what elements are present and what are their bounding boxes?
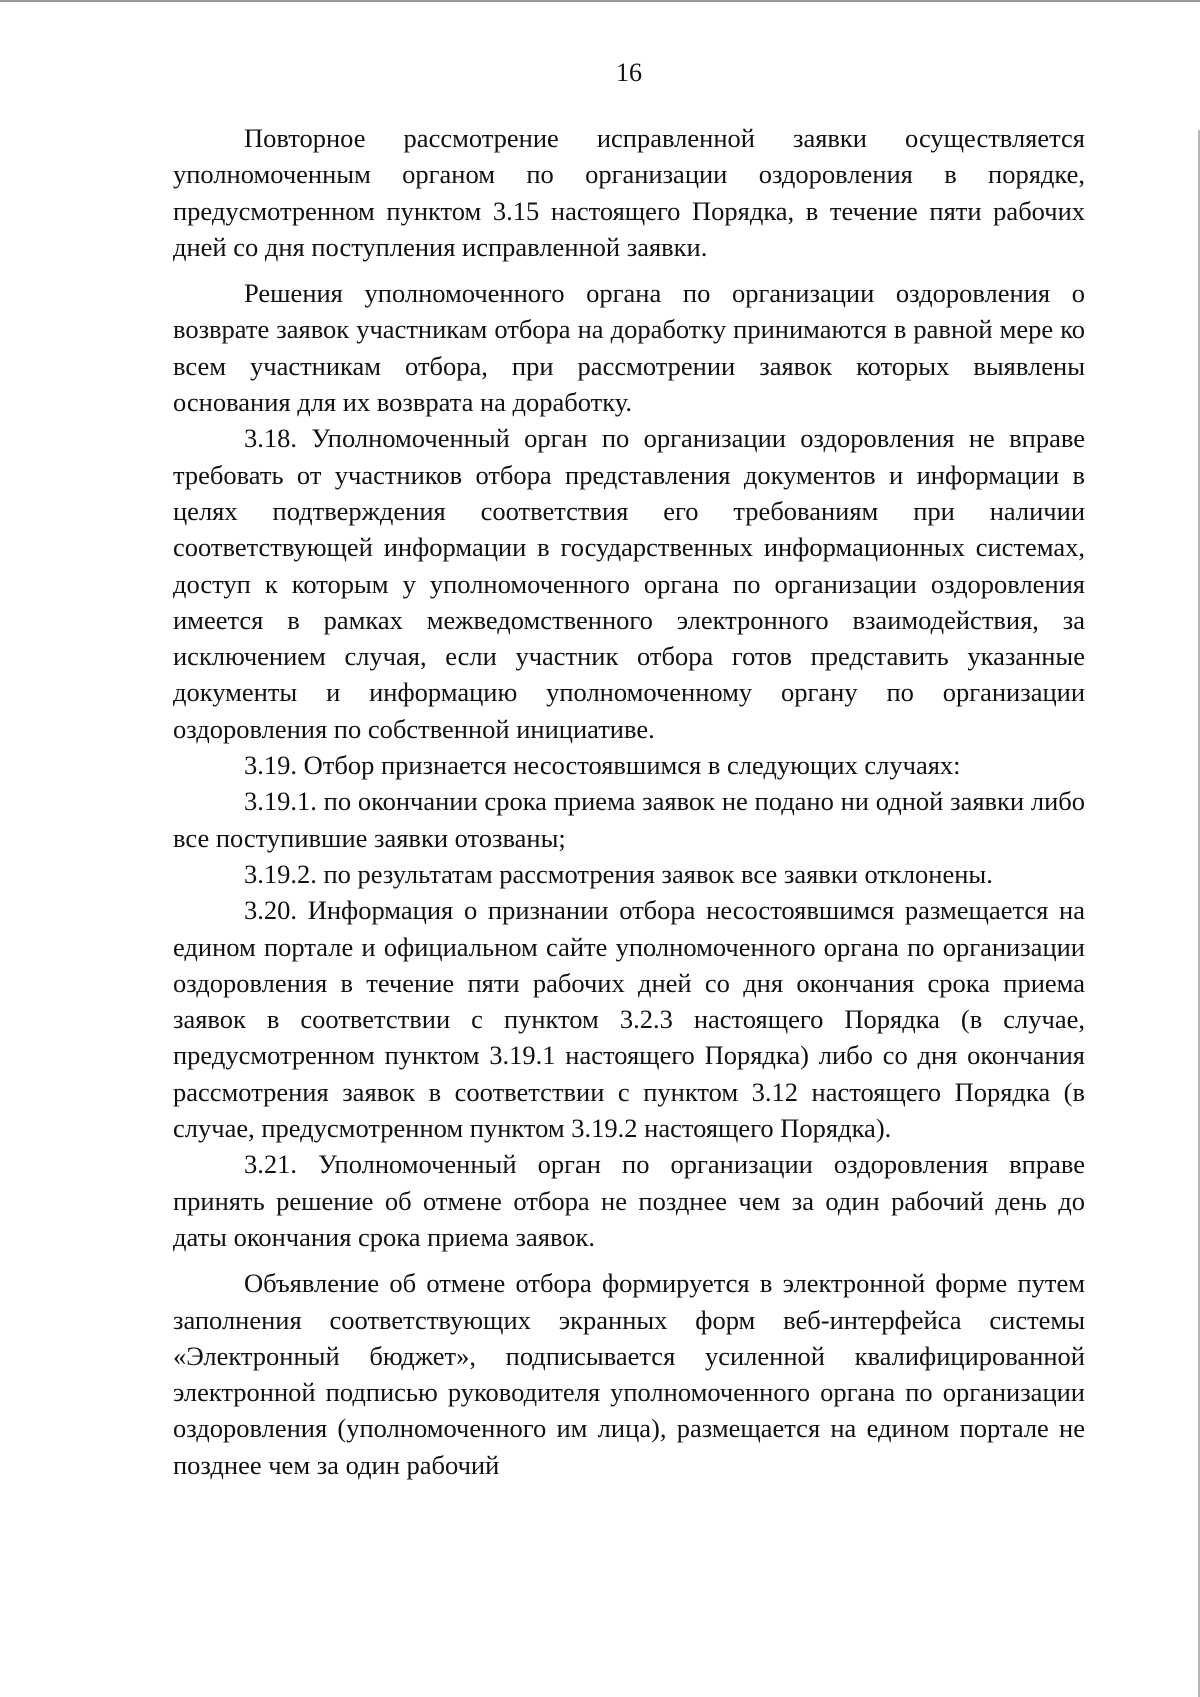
paragraph-return-decisions: Решения уполномоченного органа по организации оздоровления о возврате заявок участникам отбора на доработку принимаются в равной мере ко всем участникам отбора, при рассмотрении заявок которых выявлены основания для их возврата на доработку. — [173, 278, 1085, 418]
paragraph-3-19-1: 3.19.1. по окончании срока приема заявок не подано ни одной заявки либо все поступившие заявки отозваны; — [173, 786, 1085, 853]
paragraph-3-18: 3.18. Уполномоченный орган по организации оздоровления не вправе требовать от участников отбора представления документов и информации в целях подтверждения соответствия его требованиям при наличии соответствующей информации в государственных информационных системах, доступ к которым у уполномоченного органа по организации оздоровления имеется в рамках межведомственного электронного взаимодействия, за исключением случая, если участник отбора готов представить указанные документы и информацию уполномоченному органу по организации оздоровления по собственной инициативе. — [173, 423, 1085, 744]
paragraph-3-19: 3.19. Отбор признается несостоявшимся в следующих случаях: — [244, 750, 961, 781]
page-number: 16 — [616, 58, 642, 87]
scan-edge-top — [0, 0, 1200, 2]
paragraph-resubmission-review: Повторное рассмотрение исправленной заявки осуществляется уполномоченным органом по организации оздоровления в порядке, предусмотренном пунктом 3.15 настоящего Порядка, в течение пяти рабочих дней со дня поступления исправленной заявки. — [173, 123, 1085, 262]
paragraph-3-21: 3.21. Уполномоченный орган по организации оздоровления вправе принять решение об отмене отбора не позднее чем за один рабочий день до даты окончания срока приема заявок. — [173, 1149, 1085, 1252]
document-body — [173, 120, 1085, 1483]
paragraph-3-19-2: 3.19.2. по результатам рассмотрения заявок все заявки отклонены. — [244, 858, 993, 889]
paragraph-cancellation-notice: Объявление об отмене отбора формируется в электронной форме путем заполнения соответствующих экранных форм веб-интерфейса системы «Электронный бюджет», подписывается усиленной квалифицированной электронной подписью руководителя уполномоченного органа по организации оздоровления (уполномоченного им лица), размещается на едином портале не позднее чем за один рабочий — [173, 1268, 1085, 1480]
paragraph-3-20: 3.20. Информация о признании отбора несостоявшимся размещается на едином портале и официальном сайте уполномоченного органа по организации оздоровления в течение пяти рабочих дней со дня окончания срока приема заявок в соответствии с пунктом 3.2.3 настоящего Порядка (в случае, предусмотренном пунктом 3.19.1 настоящего Порядка) либо со дня окончания рассмотрения заявок в соответствии с пунктом 3.12 настоящего Порядка (в случае, предусмотренном пунктом 3.19.2 настоящего Порядка). — [173, 895, 1085, 1144]
